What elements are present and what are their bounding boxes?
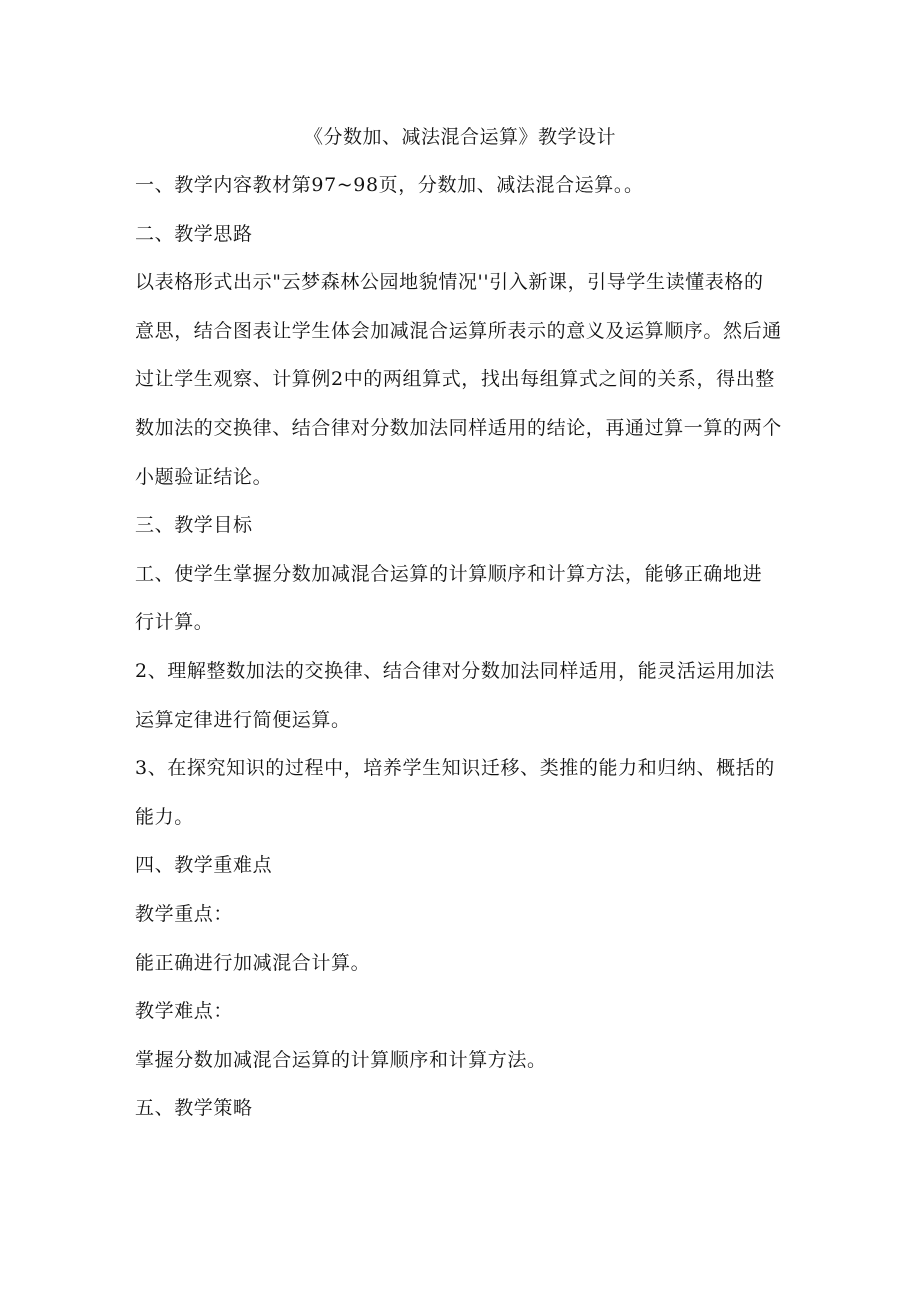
document-title: 《分数加、减法混合运算》教学设计 xyxy=(303,126,616,148)
goal-item-1: 工、使学生掌握分数加减混合运算的计算顺序和计算方法，能够正确地进 xyxy=(135,562,763,585)
section-heading-teaching-strategy: 五、教学策略 xyxy=(135,1097,253,1120)
goal-item-2: 2、理解整数加法的交换律、结合律对分数加法同样适用，能灵活运用加法 xyxy=(135,659,775,682)
section-heading-teaching-approach: 二、教学思路 xyxy=(135,222,253,245)
subheading-difficult-point: 教学难点： xyxy=(135,1000,234,1023)
goal-item-3: 3、在探究知识的过程中，培养学生知识迁移、类推的能力和归纳、概括的 xyxy=(135,757,775,780)
document-body xyxy=(135,170,795,1142)
paragraph-line: 以表格形式出示"云梦森林公园地貌情况''引入新课，引导学生读懂表格的 xyxy=(135,271,764,294)
paragraph-line: 过让学生观察、计算例2中的两组算式，找出每组算式之间的关系，得出整 xyxy=(135,368,775,391)
paragraph-line: 意思，结合图表让学生体会加减混合运算所表示的意义及运算顺序。然后通 xyxy=(135,319,782,342)
subheading-key-point: 教学重点： xyxy=(135,902,234,925)
goal-item-2-continued: 运算定律进行简便运算。 xyxy=(135,708,351,731)
paragraph-line: 小题验证结论。 xyxy=(135,465,273,488)
goal-item-3-continued: 能力。 xyxy=(135,805,194,828)
section-heading-teaching-goals: 三、教学目标 xyxy=(135,514,253,537)
goal-item-1-continued: 行计算。 xyxy=(135,611,214,634)
section-heading-key-difficulties: 四、教学重难点 xyxy=(135,854,273,877)
difficult-point-text: 掌握分数加减混合运算的计算顺序和计算方法。 xyxy=(135,1048,547,1071)
key-point-text: 能正确进行加减混合计算。 xyxy=(135,951,371,974)
section-heading-teaching-content: 一、教学内容教材第97~98页，分数加、减法混合运算。。 xyxy=(135,174,644,196)
paragraph-line: 数加法的交换律、结合律对分数加法同样适用的结论，再通过算一算的两个 xyxy=(135,416,782,439)
